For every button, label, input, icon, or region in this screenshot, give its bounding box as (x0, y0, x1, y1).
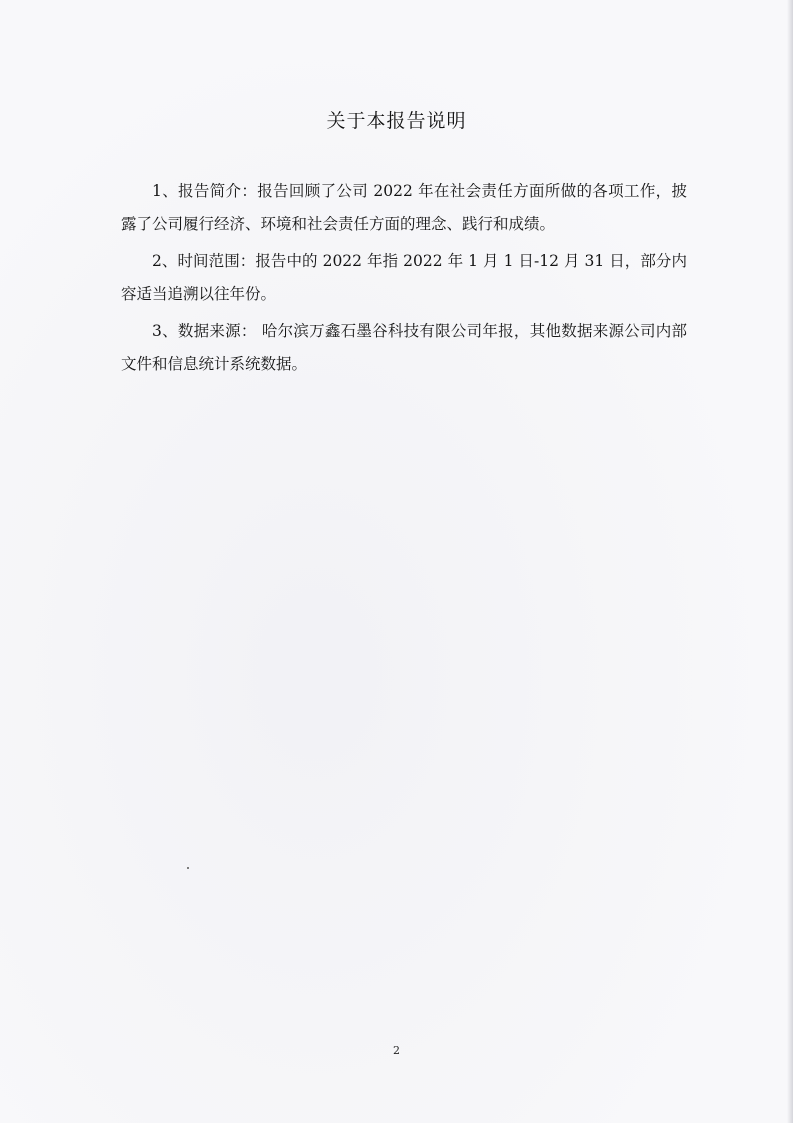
paragraph-report-intro: 1、报告简介：报告回顾了公司 2022 年在社会责任方面所做的各项工作，披露了公司履行经济、环境和社会责任方面的理念、践行和成绩。 (121, 182, 687, 233)
page-number: 2 (393, 1044, 400, 1057)
paragraph-data-source: 3、数据来源： 哈尔滨万鑫石墨谷科技有限公司年报，其他数据来源公司内部文件和信息统计系统数据。 (121, 322, 687, 373)
paragraph-time-range: 2、时间范围：报告中的 2022 年指 2022 年 1 月 1 日-12 月 31 日，部分内容适当追溯以往年份。 (121, 252, 687, 303)
scan-speck (187, 867, 189, 869)
scan-edge-shadow (787, 0, 793, 1123)
page-title: 关于本报告说明 (326, 110, 467, 132)
